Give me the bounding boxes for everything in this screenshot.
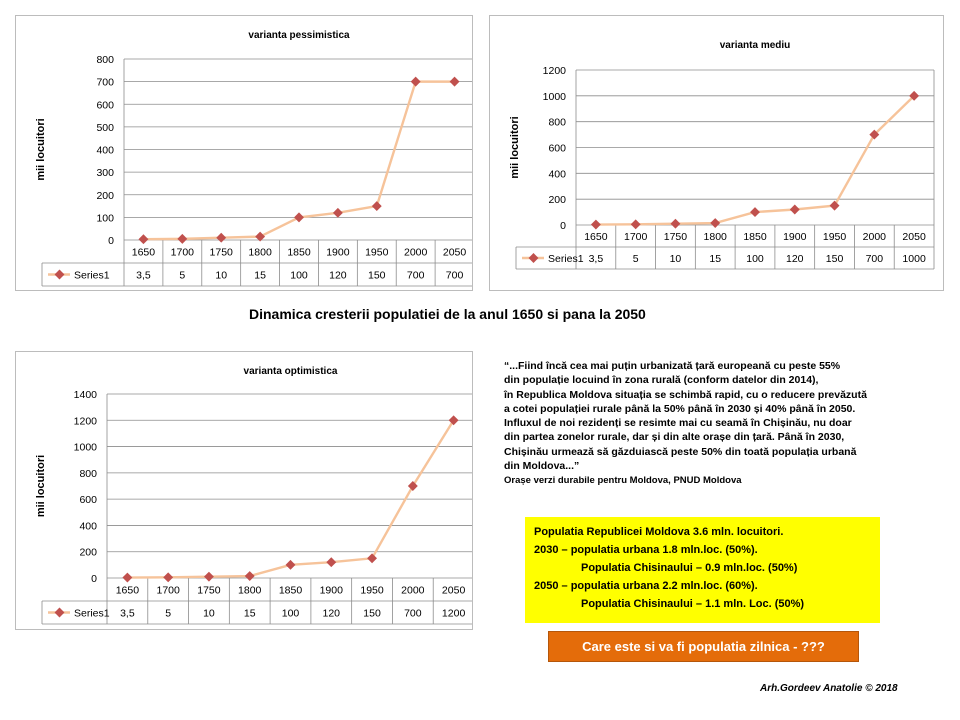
- data-label: 3,5: [120, 607, 135, 620]
- data-point: [163, 572, 173, 582]
- y-tick-label: 600: [548, 142, 566, 155]
- data-label: 150: [825, 253, 844, 265]
- chart-medium: [489, 15, 944, 291]
- data-point: [591, 220, 601, 230]
- data-label: 5: [165, 607, 172, 620]
- info-line-2050-urban: 2050 – populatia urbana 2.2 mln.loc. (60%).: [534, 580, 758, 592]
- x-tick-label: 1750: [663, 231, 688, 243]
- data-point: [294, 212, 304, 222]
- x-tick-label: 1900: [783, 231, 807, 243]
- data-point: [631, 219, 641, 229]
- quote-line: din Moldova...”: [504, 460, 580, 473]
- data-point: [177, 234, 187, 244]
- data-point: [450, 77, 460, 87]
- data-label: 15: [243, 607, 256, 620]
- quote-line: Influxul de noi rezidenți se resimte mai cu seamă în Chișinău, nu doar: [504, 417, 852, 430]
- info-line-total: Populatia Republicei Moldova 3.6 mln. locuitori.: [534, 526, 784, 538]
- data-label: 5: [179, 269, 186, 282]
- quote-source: Orașe verzi durabile pentru Moldova, PNUD Moldova: [504, 475, 742, 487]
- x-tick-label: 1750: [197, 584, 221, 597]
- x-tick-label: 1700: [170, 246, 195, 259]
- data-point: [216, 233, 226, 243]
- data-point: [670, 219, 680, 229]
- x-tick-label: 1950: [360, 584, 384, 597]
- chart-title: varianta optimistica: [243, 366, 338, 377]
- x-tick-label: 2050: [441, 584, 466, 597]
- x-tick-label: 1850: [278, 584, 303, 597]
- x-tick-label: 1900: [326, 246, 350, 259]
- data-label: 120: [322, 607, 341, 620]
- x-tick-label: 1800: [703, 231, 727, 243]
- quote-line: Chișinău urmează să găzduiască peste 50% din toată populația urbană: [504, 445, 857, 458]
- y-tick-label: 400: [79, 520, 97, 533]
- x-tick-label: 1800: [248, 246, 272, 259]
- quote-line: “...Fiind încă cea mai puțin urbanizată țară europeană cu peste 55%: [504, 360, 841, 372]
- data-point: [830, 201, 840, 211]
- legend-label: Series1: [548, 253, 584, 265]
- y-tick-label: 800: [548, 116, 566, 129]
- data-label: 120: [786, 253, 804, 265]
- x-tick-label: 2050: [902, 231, 926, 243]
- x-tick-label: 2000: [403, 246, 428, 259]
- info-line-2030-chisinau: Populatia Chisinaului – 0.9 mln.loc. (50%): [581, 562, 798, 574]
- data-label: 100: [290, 269, 308, 282]
- quote-line: în Republica Moldova situația se schimbă rapid, cu o reducere prevăzută: [504, 388, 867, 401]
- legend-label: Series1: [74, 269, 110, 282]
- data-point: [204, 572, 214, 582]
- data-point: [286, 560, 296, 570]
- data-label: 700: [404, 607, 422, 620]
- data-label: 700: [445, 269, 464, 282]
- data-point: [372, 201, 382, 211]
- data-label: 10: [203, 607, 215, 620]
- data-label: 3,5: [588, 253, 604, 265]
- chart-optimistic: [15, 351, 473, 630]
- data-label: 10: [215, 269, 228, 282]
- data-point: [367, 553, 377, 563]
- quote-line: a cotei populației rurale până la 50% până în 2030 și 40% până în 2050.: [504, 402, 856, 415]
- y-tick-label: 1000: [542, 90, 566, 103]
- x-tick-label: 2000: [401, 584, 425, 597]
- data-label: 700: [865, 253, 884, 265]
- y-tick-label: 1400: [73, 389, 97, 401]
- x-tick-label: 1950: [822, 231, 847, 243]
- y-tick-label: 800: [96, 54, 114, 66]
- x-tick-label: 1700: [623, 231, 648, 243]
- chart-pessimistic: [15, 15, 473, 291]
- data-point: [710, 218, 720, 228]
- x-tick-label: 2050: [442, 246, 467, 259]
- data-point: [326, 557, 336, 567]
- data-label: 100: [281, 607, 300, 620]
- data-label: 700: [406, 269, 425, 282]
- y-axis-label: mii locuitori: [509, 116, 521, 179]
- x-tick-label: 1650: [115, 584, 140, 597]
- y-tick-label: 0: [91, 573, 97, 585]
- x-tick-label: 1800: [238, 584, 262, 597]
- legend-marker: [529, 253, 539, 263]
- data-point: [411, 77, 421, 87]
- data-point: [750, 207, 760, 217]
- main-title: Dinamica cresterii populatiei de la anul 1650 si pana la 2050: [249, 306, 646, 322]
- y-tick-label: 0: [108, 235, 114, 247]
- info-line-2050-chisinau: Populatia Chisinaului – 1.1 mln. Loc. (50%): [581, 598, 805, 610]
- legend-marker: [55, 270, 65, 280]
- y-tick-label: 1200: [542, 65, 566, 77]
- data-label: 100: [746, 253, 764, 265]
- population-info-box: [525, 517, 880, 623]
- y-tick-label: 700: [96, 76, 114, 89]
- chart-title: varianta pessimistica: [248, 30, 350, 41]
- x-tick-label: 2000: [862, 231, 887, 243]
- chart-svg: [16, 352, 472, 629]
- chart-svg: [490, 16, 943, 290]
- data-label: 15: [709, 253, 722, 265]
- data-label: 10: [669, 253, 682, 265]
- y-axis-label: mii locuitori: [35, 454, 47, 518]
- author-credit: Arh.Gordeev Anatolie © 2018: [760, 683, 898, 694]
- chart-svg: [16, 16, 472, 290]
- y-tick-label: 600: [79, 494, 97, 507]
- data-point: [122, 573, 132, 583]
- data-label: 120: [329, 269, 347, 282]
- data-point: [245, 571, 255, 581]
- quote-line: din partea zonelor rurale, dar și din alte orașe din țară. Până în 2030,: [504, 431, 845, 444]
- legend-label: Series1: [74, 607, 110, 620]
- quote-block: [504, 359, 944, 489]
- chart-title: varianta mediu: [719, 40, 791, 51]
- y-axis-label: mii locuitori: [35, 118, 47, 181]
- question-box: Care este si va fi populatia zilnica - ???: [548, 631, 859, 662]
- y-tick-label: 200: [548, 194, 566, 207]
- data-point: [333, 208, 343, 218]
- y-tick-label: 400: [96, 144, 114, 157]
- x-tick-label: 1700: [156, 584, 180, 597]
- data-label: 5: [632, 253, 639, 265]
- data-label: 150: [363, 607, 381, 620]
- legend-marker: [55, 608, 65, 618]
- y-tick-label: 0: [560, 220, 566, 232]
- info-line-2030-urban: 2030 – populatia urbana 1.8 mln.loc. (50%).: [534, 544, 758, 556]
- y-tick-label: 300: [96, 167, 114, 180]
- y-tick-label: 1000: [73, 441, 97, 454]
- y-tick-label: 600: [96, 99, 114, 112]
- x-tick-label: 1650: [131, 246, 156, 259]
- data-label: 3,5: [136, 269, 151, 282]
- y-tick-label: 200: [96, 189, 114, 202]
- y-tick-label: 400: [548, 168, 566, 181]
- y-tick-label: 1200: [73, 415, 97, 428]
- y-tick-label: 500: [96, 121, 114, 134]
- data-label: 15: [254, 269, 266, 282]
- x-tick-label: 1650: [584, 231, 608, 243]
- data-label: 1000: [902, 253, 926, 265]
- data-label: 150: [368, 269, 386, 282]
- y-tick-label: 800: [79, 467, 97, 480]
- data-point: [790, 205, 800, 215]
- data-point: [138, 234, 148, 244]
- x-tick-label: 1950: [365, 246, 389, 259]
- x-tick-label: 1850: [743, 231, 767, 243]
- y-tick-label: 100: [96, 212, 114, 225]
- series-line: [596, 96, 914, 225]
- x-tick-label: 1850: [287, 246, 311, 259]
- y-tick-label: 200: [79, 546, 97, 559]
- x-tick-label: 1900: [319, 584, 343, 597]
- data-label: 1200: [441, 607, 466, 620]
- x-tick-label: 1750: [209, 246, 233, 259]
- quote-line: din populație locuind în zona rurală (conform datelor din 2014),: [504, 374, 819, 387]
